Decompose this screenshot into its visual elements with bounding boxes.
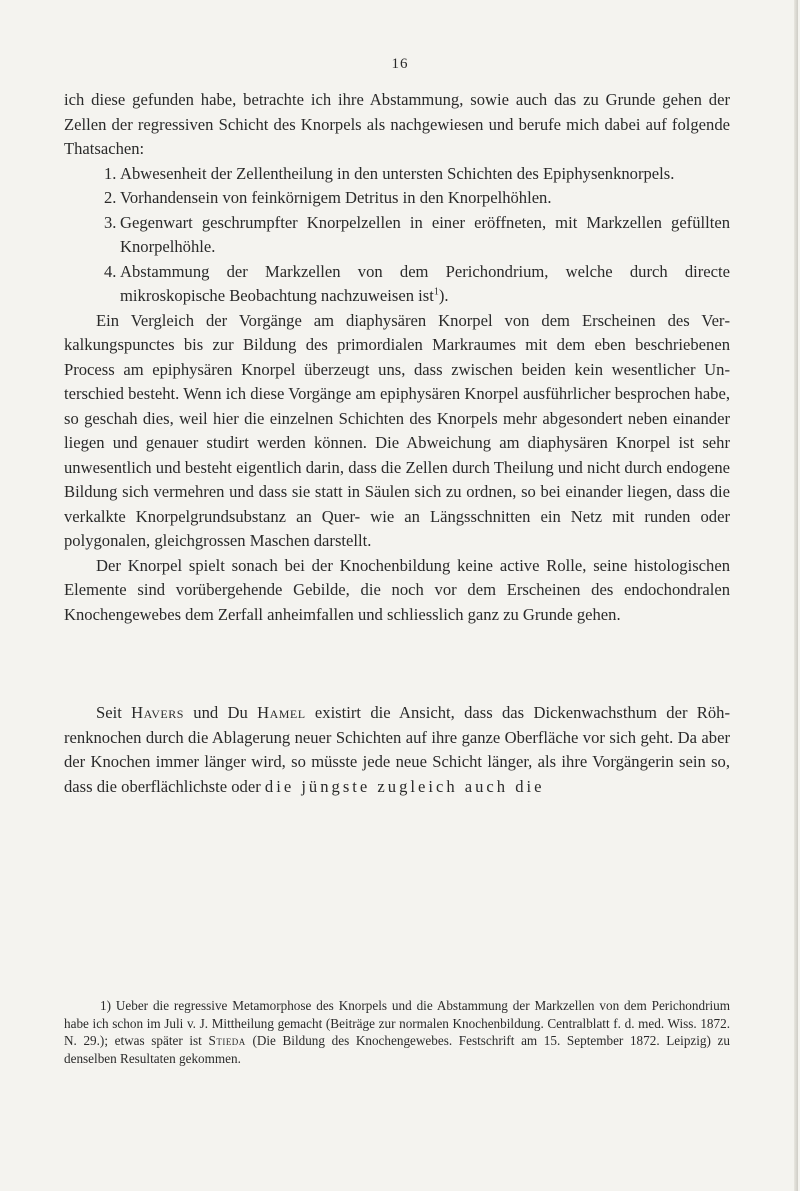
paragraph-4 bbox=[64, 701, 730, 799]
footnote-start: 1) Ueber die regressive Metamorphose des Knorpels und die Abstammung der Markzellen von dem Perichondrium habe ich schon im Juli v. J. Mittheilung gemacht (Beiträge zur normalen Knochenbildung. Centralblatt f. d. med. Wiss. 1872. N. 29.); etwas später ist bbox=[64, 998, 730, 1048]
list-item-number: 3. bbox=[104, 212, 117, 232]
paragraph-4-body: existirt die Ansicht, dass das Dickenwachsthum der Röhrenknochen durch die Ablagerung neuer Schichten auf ihre ganze Oberfläche vor sich geht. Da aber der Knochen immer länger wird, so müsste jede neue Schicht länger, als ihre Vorgängerin sein so, dass die oberflächlichste oder bbox=[64, 703, 730, 796]
author-name-stieda: Stieda bbox=[208, 1033, 246, 1048]
list-item bbox=[64, 260, 730, 309]
paragraph-2: Ein Vergleich der Vorgänge am diaphysären Knorpel von dem Erscheinen des Verkalkungspunctes bis zur Bildung des primordialen Markraumes mit dem eben beschriebenen Process am epiphysären Knorpel überzeugt uns, dass zwischen beiden kein wesentlicher Unterschied besteht. Wenn ich diese Vorgänge am epiphysären Knorpel ausführlicher besprochen habe, so geschah dies, weil hier die einzelnen Schichten des Knorpels mehr abgesondert neben einander liegen und genauer studirt werden können. Die Abweichung am diaphysären Knorpel ist sehr unwesentlich und besteht eigentlich darin, dass die Zellen durch Theilung und nicht durch endogene Bildung sich vermehren und dass sie statt in Säulen sich zu ordnen, so bei einander liegen, dass die verkalkte Knorpelgrundsubstanz an Quer- wie an Längsschnitten ein Netz mit runden oder polygonalen, gleichgrossen Maschen darstellt. bbox=[64, 310, 730, 550]
author-name-havers: Havers bbox=[131, 703, 184, 722]
page-number: 16 bbox=[391, 56, 409, 72]
list-item-number: 2. bbox=[104, 188, 117, 207]
list-item-text: Vorhandensein von feinkörnigem Detritus in den Knorpelhöhlen. bbox=[120, 188, 552, 207]
paragraph-4-start: Seit bbox=[96, 703, 132, 722]
paragraph-3: Der Knorpel spielt sonach bei der Knochenbildung keine active Rolle, seine histologischen Elemente sind vorübergehende Gebilde, die noch vor dem Erscheinen des endochondralen Knochengewebes dem Zerfall anheimfallen und schliesslich ganz zu Grunde gehen. bbox=[64, 555, 730, 624]
footnote-end: (Die Bildung des Knochengewebes. Festschrift am 15. September 1872. Leipzig) zu denselben Resultaten gekommen. bbox=[64, 1033, 730, 1066]
page-edge bbox=[794, 0, 798, 1191]
footnote-text bbox=[64, 997, 730, 1067]
paragraph-1: ich diese gefunden habe, betrachte ich ihre Abstammung, sowie auch das zu Grunde gehen der Zellen der regressiven Schicht des Knorpels als nachgewiesen und berufe mich dabei auf folgende Thatsachen: bbox=[64, 90, 730, 158]
list-item-text: Abwesenheit der Zellentheilung in den untersten Schichten des Epiphysenknorpels. bbox=[120, 163, 675, 183]
list-item bbox=[64, 211, 730, 260]
evidence-list bbox=[64, 162, 730, 309]
main-text bbox=[64, 88, 730, 799]
list-item bbox=[64, 186, 730, 211]
footnote-marker: 1 bbox=[433, 286, 439, 298]
footnote bbox=[64, 997, 730, 1067]
list-item-text: Gegenwart geschrumpfter Knorpelzellen in einer eröffneten, mit Markzellen gefüllten Knorpelhöhle. bbox=[120, 212, 730, 256]
emphasized-text: die jüngste zugleich auch die bbox=[264, 776, 545, 796]
paragraph-4-mid: und Du bbox=[183, 703, 258, 722]
list-item bbox=[64, 162, 730, 187]
list-item-number: 1. bbox=[104, 163, 117, 183]
author-name-hamel: Hamel bbox=[257, 703, 306, 722]
list-item-number: 4. bbox=[104, 261, 117, 281]
list-item-tail: ). bbox=[438, 286, 449, 305]
list-item-text: Abstammung der Markzellen von dem Perichondrium, welche durch directe mikroskopische Beobachtung nachzuweisen ist bbox=[120, 261, 730, 305]
